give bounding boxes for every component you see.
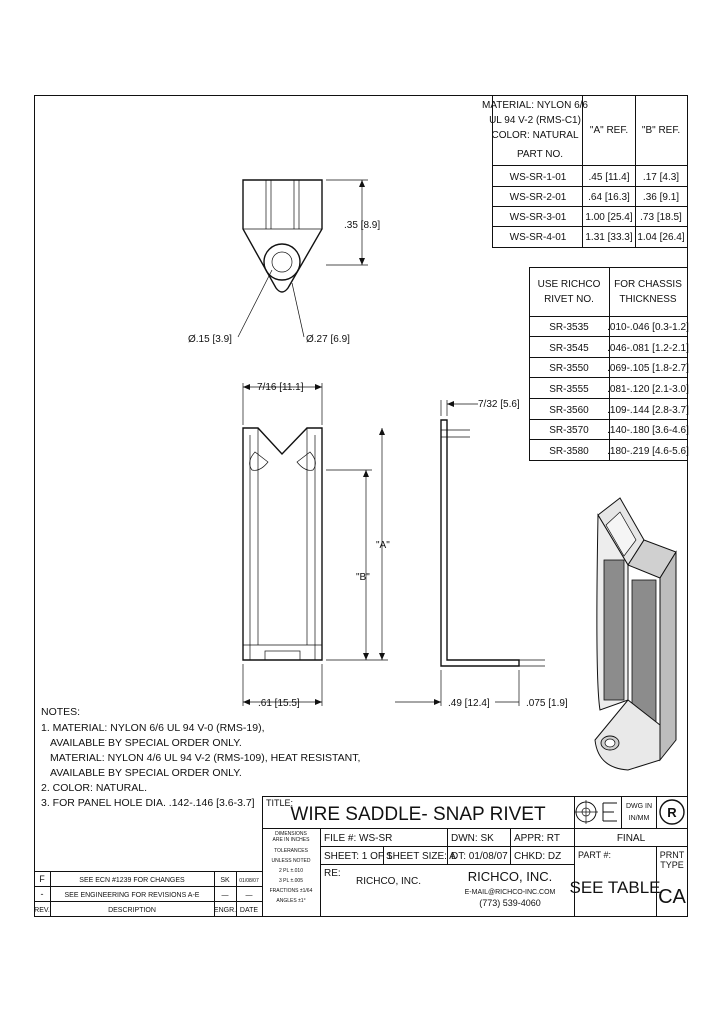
part-row-1-part: WS-SR-2-01: [509, 192, 567, 203]
part-table: [482, 96, 687, 248]
rivet-row-3: SR-3555: [549, 384, 589, 395]
tol-1: UNLESS NOTED: [271, 858, 311, 864]
dim-radius: Ø.27 [6.9]: [306, 334, 350, 345]
front-view: [243, 382, 390, 709]
rivet-row-5-thick: .140-.180 [3.6-4.6]: [607, 425, 689, 436]
part-table-header-b: "B" REF.: [641, 125, 681, 136]
rivet-row-4: SR-3560: [549, 405, 589, 416]
part-row-2-b: .73 [18.5]: [640, 212, 682, 223]
rivet-row-6: SR-3580: [549, 446, 589, 457]
part-table-header-part-1: UL 94 V-2 (RMS-C1): [489, 115, 581, 126]
ur-mark: [660, 800, 684, 824]
dwn: DWN: SK: [451, 833, 494, 844]
notes-line-3: AVAILABLE BY SPECIAL ORDER ONLY.: [50, 767, 242, 779]
rev-header-rev: REV.: [34, 907, 50, 914]
dim-a: "A": [376, 540, 390, 551]
tol-header-1: ARE IN INCHES: [272, 837, 310, 843]
prnt-type-0: PRNT: [659, 850, 685, 860]
tol-4: FRACTIONS ±1/64: [269, 888, 313, 894]
tol-2: 2 PL ±.010: [279, 868, 303, 874]
dim-base-width: .61 [15.5]: [258, 698, 300, 709]
revision-block: [34, 872, 262, 917]
rivet-row-2-thick: .069-.105 [1.8-2.7]: [607, 363, 689, 374]
rev-0-date: 01/08/07: [239, 878, 259, 884]
rivet-row-5: SR-3570: [549, 425, 589, 436]
rev-0-desc: SEE ECN #1239 FOR CHANGES: [79, 877, 185, 884]
final: FINAL: [616, 833, 646, 844]
rivet-row-1: SR-3545: [549, 343, 589, 354]
notes-heading: NOTES:: [41, 706, 81, 718]
email: E-MAIL@RICHCO-INC.COM: [464, 889, 556, 896]
chassis-header-1: THICKNESS: [619, 294, 677, 305]
sheet-size: SHEET SIZE: A: [386, 851, 456, 862]
dim-thickness: .075 [1.9]: [526, 698, 568, 709]
title-block: [263, 797, 688, 917]
rev-1-date: —: [245, 892, 253, 899]
rev-header-date: DATE: [239, 907, 259, 914]
part-table-header-a: "A" REF.: [589, 125, 629, 136]
appr: APPR: RT: [514, 833, 560, 844]
company: RICHCO, INC.: [467, 869, 553, 884]
rev-header-desc: DESCRIPTION: [108, 907, 156, 914]
see-table: SEE TABLE: [569, 878, 661, 897]
rivet-row-3-thick: .081-.120 [2.1-3.0]: [607, 384, 689, 395]
part-row-0-b: .17 [4.3]: [642, 172, 680, 183]
dim-side-width: 7/32 [5.6]: [478, 399, 520, 410]
notes-line-2: MATERIAL: NYLON 4/6 UL 94 V-2 (RMS-109), HEAT RESISTANT,: [50, 752, 361, 764]
tol-header-0: DIMENSIONS: [275, 831, 307, 837]
dim-height-top: .35 [8.9]: [344, 220, 381, 231]
rivet-row-6-thick: .180-.219 [4.6-5.6]: [607, 446, 689, 457]
notes-line-4: 2. COLOR: NATURAL.: [41, 782, 147, 794]
rivet-row-0: SR-3535: [549, 322, 589, 333]
notes-line-5: 3. FOR PANEL HOLE DIA. .142-.146 [3.6-3.7]: [41, 797, 255, 809]
re-label: RE:: [324, 868, 341, 879]
part-row-0-part: WS-SR-1-01: [509, 172, 567, 183]
rev-1-desc: SEE ENGINEERING FOR REVISIONS A-E: [64, 892, 200, 899]
part-table-header-part-0: MATERIAL: NYLON 6/6: [482, 100, 588, 111]
part-table-header-part-2: COLOR: NATURAL: [491, 130, 579, 141]
notes-line-1: AVAILABLE BY SPECIAL ORDER ONLY.: [50, 737, 242, 749]
dt: DT: 01/08/07: [451, 851, 508, 862]
tol-5: ANGLES ±1°: [276, 898, 306, 904]
tol-0: TOLERANCES: [274, 848, 308, 854]
chkd: CHKD: DZ: [514, 851, 562, 862]
part-label: PART #:: [578, 850, 612, 860]
rev-0-rev: F: [39, 874, 45, 884]
rev-0-engr: SK: [220, 877, 230, 884]
rivet-header-1: RIVET NO.: [544, 294, 594, 305]
rivet-row-2: SR-3550: [549, 363, 589, 374]
tol-3: 3 PL ±.005: [279, 878, 303, 884]
notes-line-0: 1. MATERIAL: NYLON 6/6 UL 94 V-0 (RMS-19),: [41, 722, 265, 734]
prnt-type-1: TYPE: [660, 860, 684, 870]
part-table-header-part-3: PART NO.: [516, 149, 564, 160]
part-row-3-part: WS-SR-4-01: [509, 232, 567, 243]
iso-view: [595, 498, 676, 770]
phone: (773) 539-4060: [479, 898, 541, 908]
re-value: RICHCO, INC.: [356, 876, 421, 887]
title-label: TITLE:: [266, 798, 294, 808]
dwg-in-1: IN/MM: [628, 815, 650, 822]
dim-width-top: 7/16 [11.1]: [257, 382, 304, 393]
rev-1-rev: -: [40, 889, 44, 899]
top-view: [188, 180, 380, 345]
part-row-2-a: 1.00 [25.4]: [585, 212, 633, 223]
notes: [41, 706, 360, 809]
dwg-in-0: DWG IN: [625, 803, 653, 810]
rivet-row-0-thick: .010-.046 [0.3-1.2]: [607, 322, 689, 333]
part-row-1-b: .36 [9.1]: [642, 192, 680, 203]
part-row-0-a: .45 [11.4]: [588, 172, 630, 183]
rev-header-engr: ENGR.: [213, 907, 237, 914]
part-row-1-a: .64 [16.3]: [588, 192, 630, 203]
rivet-table: [530, 268, 690, 461]
svg-text:R: R: [667, 805, 677, 820]
title: WIRE SADDLE- SNAP RIVET: [290, 804, 546, 825]
print-type: CA: [658, 886, 686, 908]
sheet: SHEET: 1 OF 1: [324, 851, 393, 862]
dim-hole-dia: Ø.15 [3.9]: [188, 334, 232, 345]
dim-b: "B": [356, 572, 370, 583]
rivet-header-0: USE RICHCO: [537, 279, 601, 290]
dim-side-base: .49 [12.4]: [448, 698, 490, 709]
rev-1-engr: —: [221, 892, 229, 899]
rivet-row-1-thick: .046-.081 [1.2-2.1]: [607, 343, 689, 354]
part-row-3-a: 1.31 [33.3]: [585, 232, 633, 243]
part-row-2-part: WS-SR-3-01: [509, 212, 567, 223]
part-row-3-b: 1.04 [26.4]: [637, 232, 685, 243]
rivet-row-4-thick: .109-.144 [2.8-3.7]: [607, 405, 689, 416]
side-view: [395, 399, 568, 709]
richco-logo: [574, 800, 617, 824]
file-no: FILE #: WS-SR: [324, 833, 393, 844]
chassis-header-0: FOR CHASSIS: [614, 279, 682, 290]
